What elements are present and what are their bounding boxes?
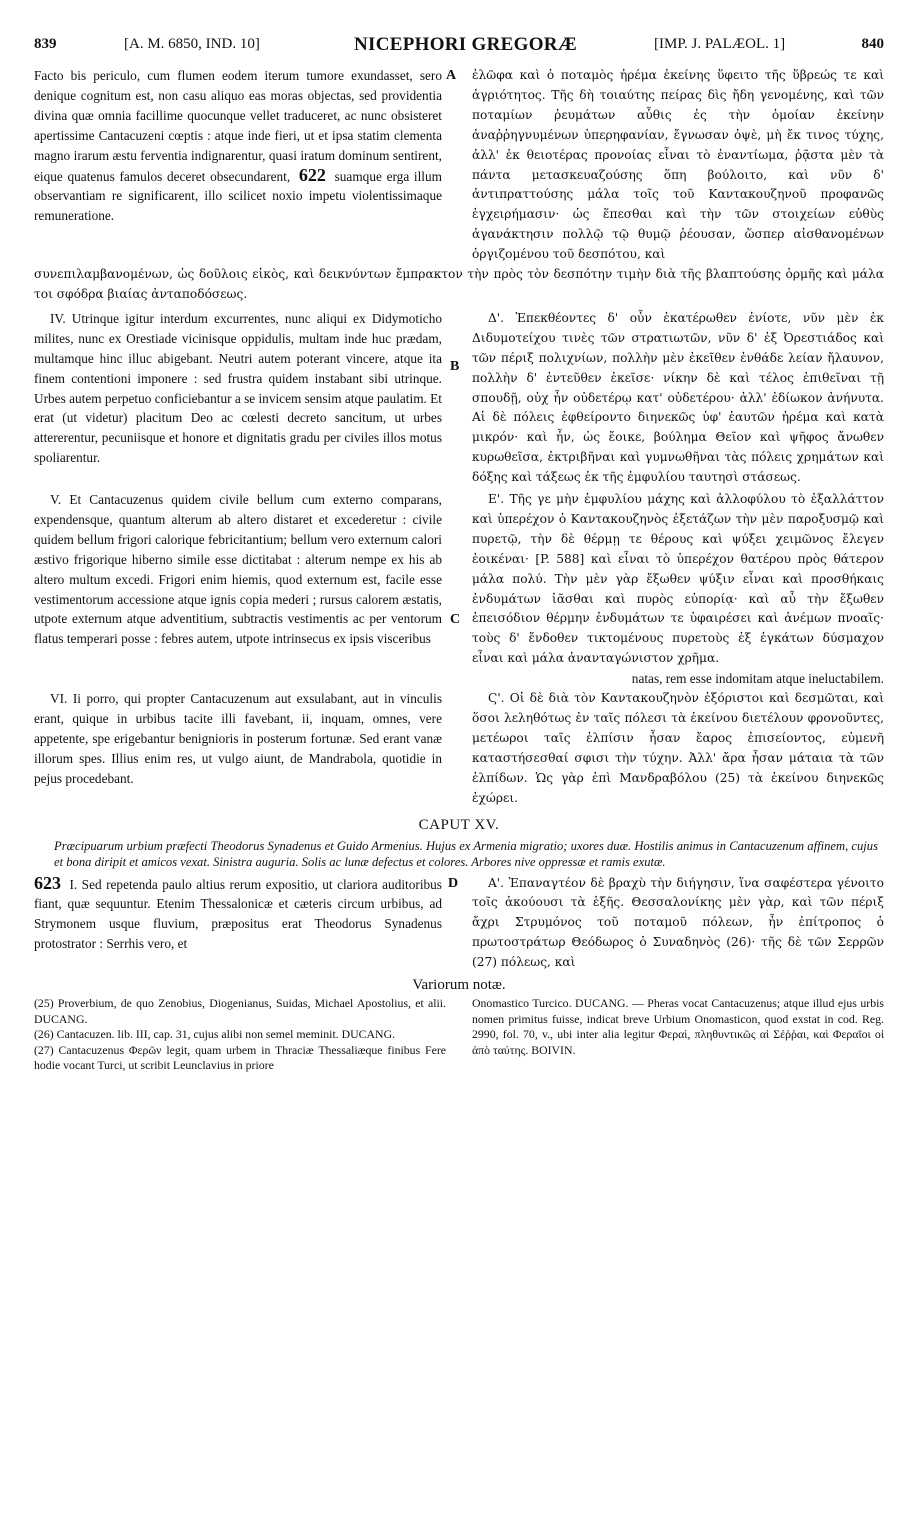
greek-column — [472, 874, 884, 974]
header-reference-right: [IMP. J. PALÆOL. 1] — [654, 36, 786, 52]
edition-page-number: 622 — [298, 164, 326, 185]
page-number-right: 840 — [861, 36, 884, 52]
latin-text: I. Sed repetenda paulo altius rerum expositio, ut clariora auditoribus fiant, quæ sequuntur. Etenim Thessalonicæ et cæteris circum urbibus, ad Strymonem usque fluvium, præpositus erat Theodorus Synadenus protostrator : Serrhis vero, et — [34, 876, 442, 952]
latin-column — [34, 689, 442, 808]
edition-page-number: 623 — [34, 872, 61, 893]
margin-letter-c: C — [450, 612, 461, 628]
greek-full-line: συνεπιλαμβανομένων, ὡς δοῦλοις εἰκὸς, καὶ δεικνύντων ἔμπρακτον τὴν πρὸς τὸν δεσπότην τιμὴν διὰ τῆς βλαπτούσης ὁρμῆς καὶ μάλα τοι σφόδρα βιαίας ἀνταποδόσεως. — [34, 267, 884, 301]
latin-column — [34, 66, 442, 265]
greek-text: Α'. Ἐπαναγτέον δὲ βραχὺ τὴν διήγησιν, ἵνα σαφέστερα γένοιτο τοῖς ἀκούουσι τὰ ἑξῆς. Θεσσαλονίκης μὲν γὰρ, καὶ τῶν πέριξ ἄχρι Στρυμόνος τοῦ ποταμοῦ πόλεων, ἦν ἐπίτροπος ὁ πρωτοστράτωρ Θεόδωρος ὁ Συναδηνὸς (26)· τῆς δὲ τῶν Σερρῶν (27) πόλεως, καὶ — [472, 875, 884, 970]
latin-text: VI. Ii porro, qui propter Cantacuzenum aut exsulabant, aut in vinculis erant, quique in urbibus tacite illi favebant, ii, inquam, omnes, vere appetente, spe erigebantur benignioris in posterum fortunæ. Sed erant vanæ illorum spes. Illius enim res, ut vulgo aiunt, de Mandrabola, quotidie in pejus procedebant. — [34, 691, 442, 786]
greek-column — [472, 309, 884, 488]
margin-letter-b: B — [450, 358, 460, 374]
latin-full-line: natas, rem esse indomitam atque ineluctabilem. — [631, 671, 884, 687]
greek-text: Δ'. Ἐπεκθέοντες δ' οὖν ἑκατέρωθεν ἐνίοτε, νῦν μὲν ἐκ Διδυμοτείχου τινὲς τῶν στρατιωτῶν, νῦν δ' ἐξ Ὀρεστιάδος καὶ τῶν πέριξ πολιχνίων, πολλὴν μὲν ἐκεῖθεν ἐνθάδε λείαν ἤλαυνον, πολλὴν δ' ἐντεῦθεν ἐκεῖσε· νίκην δὲ καὶ τέλος ἐπιθεῖναι τῇ σπουδῇ, οὐχ ἦν οὐδετέρῳ κατ' οὐδετέρου· ἀλλ' ἐδίωκον ἀνήνυτα. Αἱ δὲ πόλεις ἐφθείροντο διηνεκῶς ὑφ' ἑαυτῶν ἠρέμα καὶ κατὰ μικρόν· καὶ ἦν, ὡς ἔοικε, βούλημα Θεῖον καὶ ψῆφος ἄνωθεν κυρωθεῖσα, ἐκτριβῆναι καὶ γυμνωθῆναι τὰς πόλεις χρημάτων καὶ δόξης καὶ τάξεως ἐκ τῆς ἐμφυλίου ταυτησὶ στάσεως. — [472, 310, 884, 485]
section-e — [34, 874, 884, 974]
footnote: (27) Cantacuzenus Φερῶν legit, quam urbem in Thraciæ Thessaliæque finibus Fere hodie vocant Turci, ut scribit Leunclavius in priore — [34, 1042, 446, 1073]
notes-left-column — [34, 996, 446, 1074]
section-d — [34, 689, 884, 808]
latin-text: IV. Utrinque igitur interdum excurrentes, nunc aliqui ex Didymoticho milites, nunc ex Orestiade vicinisque oppidulis, multam inde huc prædam, multamque hinc illuc abigebant. Neutri autem poterant vincere, atque ita finem contentioni imponere : sed frustra quidem instabant sibi utrinque. Urbes autem perpetuo conficiebantur a se invicem sensim atque paulatim. Et erat (ut videtur) placitum Deo ac cœlesti decreto sancitum, ut urbes attererentur, pecuniisque et honore et dignitatis gradu per civiles illos motus spoliarentur. — [34, 310, 443, 466]
latin-column — [34, 874, 442, 974]
page-number-left: 839 — [34, 36, 57, 52]
chapter-summary: Præcipuarum urbium præfecti Theodorus Synadenus et Guido Armenius. Hujus ex Armenia migratio; uxores duæ. Hostilis animus in Cantacuzenum affinem, cujus et bona diripit et amicos vexat. Sinistra auguria. Solis ac lunæ defectus et colores. Arbores nive oppressæ et ramis exutæ. — [54, 838, 878, 869]
running-header — [34, 36, 884, 66]
footnote: (25) Proverbium, de quo Zenobius, Diogenianus, Suidas, Michael Apostolius, et alii. DUCANG. — [34, 996, 446, 1026]
greek-text: Ϛ'. Οἱ δὲ διὰ τὸν Καντακουζηνὸν ἐξόριστοι καὶ δεσμῶται, καὶ ὅσοι λεληθότως ἐν ταῖς πόλεσι τὰ ἐκείνου διετέλουν φρονοῦντες, μετέωροι ταῖς ἐλπίσιν ἦσαν ἔαρος ἐπισείοντος, εὐμενῆ καταστήσεσθαί σφισι τὴν τύχην. Ἀλλ' ἄρα ἦσαν μάταια τὰ τῶν ἐλπίδων. Ὡς γὰρ ἐπὶ Μανδραβόλου (25) τὰ ἐκείνου διηνεκῶς ἐχώρει. — [472, 691, 884, 805]
notes-right-column — [472, 996, 884, 1074]
latin-column — [34, 490, 442, 669]
greek-column — [472, 689, 884, 808]
notes-heading: Variorum notæ. — [412, 977, 506, 994]
greek-text: Ε'. Τῆς γε μὴν ἐμφυλίου μάχης καὶ ἀλλοφύλου τὸ ἐξαλλάττον καὶ ὑπερέχον ὁ Καντακουζηνὸς ἐξετάζων τὴν μὲν παροξυσμῷ καὶ πυρετῷ, τὴν δὲ θέρμῃ τε θέρους καὶ ψύξει χειμῶνος ἔλεγεν ἐοικέναι· [P. 588] καὶ εἶναι τὸ ὑπερέχον θατέρου πρὸς θάτερον μάλα πολύ. Τὴν μὲν γὰρ ἔξωθεν ψύξιν εἶναι καὶ προσθήκαις ἐνδυμάτων ἰᾶσθαι καὶ πυρὸς εὐπορίᾳ· καὶ αὖ τὴν ἔξωθεν ἐπεισόδιον θέρμην ἐνδυμάτων τε ὑφαιρέσει καὶ ἀνέμων πνοαῖς· τοὺς δ' ἔνδοθεν τικτομένους πυρετοὺς ἐξ ἐγκάτων δύσμαχον εἶναι καὶ μάλα ἀνανταγώνιστον χρῆμα. — [472, 492, 884, 666]
greek-text: ἐλῶφα καὶ ὁ ποταμὸς ἠρέμα ἐκείνης ὕφειτο τῆς ὕβρεώς τε καὶ ἀγριότητος. Τῆς δὴ τοιαύτης πείρας δὶς ἤδη γενομένης, καὶ τῶν ποταμίων ῥευμάτων αὖθις ἐς τὴν ὁμοίαν ἐκείνην ἀναῤῥηγνυμένων ὑπερηφανίαν, ἔγνωσαν ὀψὲ, μὴ ἔκ τινος τύχης, ἀλλ' ἐκ θειοτέρας προνοίας εἶναι τὸ ἐναντίωμα, ῥᾷστα μὲν τὰ πάντα μετασκευαζούσης ὅπη βούλοιτο, καὶ νῦν δ' ἀντιπραττούσης μάλα τοῖς τοῦ Καντακουζηνοῦ προφανῶς ἐγχειρήμασιν· ὡς ἕπεσθαι καὶ τὴν τῶν στοιχείων εὐθὺς ἀγανάκτησιν πολλῷ τῷ θυμῷ ῥέουσαν, ὥσπερ αἰσθανομένων ὀργιζομένου τοῦ δεσπότου, καὶ — [472, 68, 884, 262]
footnotes — [34, 996, 884, 1074]
header-title: NICEPHORI GREGORÆ — [354, 34, 578, 55]
section-a — [34, 66, 884, 265]
margin-letter-a: A — [446, 68, 457, 83]
section-c — [34, 490, 884, 669]
page — [34, 36, 884, 1074]
greek-column — [472, 490, 884, 669]
greek-column — [472, 66, 884, 265]
chapter-title: CAPUT XV. — [418, 816, 500, 833]
section-b — [34, 309, 884, 488]
header-reference-left: [A. M. 6850, IND. 10] — [124, 36, 260, 52]
latin-text: Facto bis periculo, cum flumen eodem iterum tumore exundasset, sero denique cognitum est, non casu aliquo eas moras objectas, sed providentia divina quæ omnia facillime quocunque vellet traduceret, ac nunc obsisteret apertissime Cantacuzeni cœptis : atque inde fieri, ut et ipsa statim clementa magno irarum æstu ferventia indignarentur, quasi iratum dominum sentirent, eique quatenus famulos deceret obsecundarent, — [34, 68, 442, 184]
latin-column — [34, 309, 442, 488]
latin-text: V. Et Cantacuzenus quidem civile bellum cum externo comparans, expendensque, quantum alterum ab altero distaret et excederetur : civile quidem bellum frigori calorique febricitantium; bellum vero externum calori æstivo frigorique hiberno simile esse dictitabat : alterum nempe ex his ab altero multum excedi. Frigori enim hiemis, quod externum est, facile esse vestimentorum accessione atque ignis copia mederi ; rursus calorem æstatis, utpote externum atque adventitium, subtractis vestimentis ac per ventorum flatus temperari posse : febres autem, utpote intrinsecus ex ipsis visceribus — [34, 492, 442, 647]
footnote: (26) Cantacuzen. lib. III, cap. 31, cujus alibi non semel meminit. DUCANG. — [34, 1027, 396, 1042]
latin-text: suamque erga illum observantiam re significarent, illo scilicet noxio impetu violentissimaque remuneratione. — [34, 168, 442, 224]
footnote: Onomastico Turcico. DUCANG. — Pheras vocat Cantacuzenus; atque illud ejus urbis nomen primitus fuisse, indicat breve Urbium Onomasticon, quod exstat in cod. Reg. 2990, fol. 70, v., ubi inter alia legitur Φεραὶ, πληθυντικῶς αἱ Σέῤῥαι, καὶ Φεραῖοι οἱ ἀπὸ ταύτης. BOIVIN. — [472, 996, 884, 1057]
margin-letter-d: D — [448, 875, 459, 891]
